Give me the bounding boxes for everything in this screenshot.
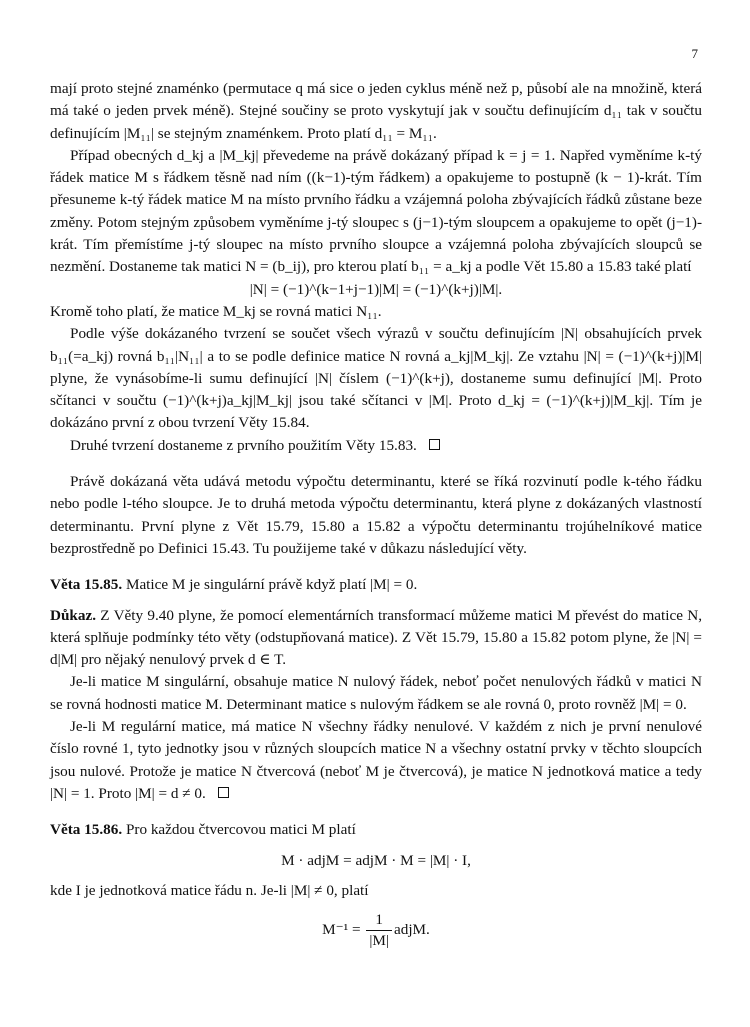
paragraph-with-qed <box>50 435 702 457</box>
paragraph: Podle výše dokázaného tvrzení se součet všech výrazů v součtu definujícím |N| obsahujících prvek b₁₁(=a_kj) rovná b₁₁|N₁₁| a to se podle definice matice N rovná a_kj|M_kj|. Ze vztahu |N| = (−1)^(k+j)|M| plyne, že vynásobíme-li sumu definující |N| číslem (−1)^(k+j), dostaneme sumu definující |M|. Proto sčítanci v součtu (−1)^(k+j)a_kj|M_kj| jsou také sčítanci v |M|. Proto d_kj = (−1)^(k+j)|M_kj|. Tím je dokázáno první z obou tvrzení Věty 15.84. <box>50 325 702 432</box>
equation-lhs: M⁻¹ = <box>322 921 361 939</box>
fraction <box>366 910 392 951</box>
paragraph-text: Je-li M regulární matice, má matice N všechny řádky nenulové. V každém z nich je první nenulové číslo rovné 1, tyto jednotky jsou v různých sloupcích matice N a všechny ostatní prvky v těchto sloupcích jsou nulové. Protože je matice N čtvercová (neboť M je čtvercová), je matice N jednotková matice a tedy |N| = 1. Proto |M| = d ≠ 0. <box>50 718 702 802</box>
theorem-label: Věta 15.86. <box>50 821 123 839</box>
theorem-label: Věta 15.85. <box>50 576 123 594</box>
theorem-15-86 <box>50 819 702 841</box>
paragraph-text: Druhé tvrzení dostaneme z prvního použitím Věty 15.83. <box>70 436 417 454</box>
paragraph: Je-li matice M singulární, obsahuje matice N nulový řádek, neboť počet nenulových řádků v matici N se rovná hodnosti matice M. Determinant matice s nulovým řádkem se ale rovná 0, proto rovněž |M| = 0. <box>50 673 702 713</box>
equation-inverse <box>50 910 702 951</box>
equation-rhs: adjM. <box>393 921 430 939</box>
theorem-text: Pro každou čtvercovou matici M platí <box>125 821 356 839</box>
paragraph: Kromě toho platí, že matice M_kj se rovná matici N₁₁. <box>50 302 382 320</box>
qed-box-icon <box>429 439 440 450</box>
proof-text: Z Věty 9.40 plyne, že pomocí elementárních transformací můžeme matici M převést do matice N, která splňuje podmínky této věty (odstupňovaná matice). Z Vět 15.79, 15.80 a 15.82 potom plyne, že |N| = d|M| pro nějaký nenulový prvek d ∈ T. <box>50 606 702 669</box>
fraction-numerator: 1 <box>366 910 392 931</box>
page-body <box>50 78 702 951</box>
paragraph-with-qed <box>50 716 702 805</box>
paragraph: mají proto stejné znaménko (permutace q má sice o jeden cyklus méně než p, působí ale na množině, která má také o jeden prvek méně). Stejné součiny se proto vyskytují jak v součtu definujícím d₁₁ tak v součtu definujícím |M₁₁| se stejným znaménkem. Proto platí d₁₁ = M₁₁. <box>50 80 702 142</box>
qed-box-icon <box>218 787 229 798</box>
fraction-denominator: |M| <box>369 932 389 950</box>
theorem-15-85 <box>50 574 702 596</box>
proof <box>50 605 702 672</box>
equation: M · adjM = adjM · M = |M| · I, <box>281 851 471 869</box>
proof-label: Důkaz. <box>50 606 96 624</box>
paragraph: Právě dokázaná věta udává metodu výpočtu determinantu, které se říká rozvinutí podle k-tého řádku nebo podle l-tého sloupce. Je to druhá metoda výpočtu determinantu, která plyne z dokázaných vlastností determinantu. První plyne z Vět 15.79, 15.80 a 15.82 a výpočtu determinantu trojúhelníkové matice bezprostředně po Definici 15.43. Tu použijeme také v důkazu následující věty. <box>50 473 702 557</box>
page-number: 7 <box>691 46 698 61</box>
paragraph: kde I je jednotková matice řádu n. Je-li |M| ≠ 0, platí <box>50 881 369 899</box>
equation: |N| = (−1)^(k−1+j−1)|M| = (−1)^(k+j)|M|. <box>249 280 503 298</box>
paragraph: Případ obecných d_kj a |M_kj| převedeme na právě dokázaný případ k = j = 1. Napřed vyměníme k-tý řádek matice M s řádkem těsně nad ním ((k−1)-tým řádkem) a opakujeme to postupně (k − 1)-krát. Tím přesuneme k-tý řádek matice M na místo prvního řádku a vzájemná poloha zbývajících řádků zůstane beze změny. Potom stejným způsobem vyměníme j-tý sloupec s (j−1)-tým sloupcem a opakujeme to opět (j−1)-krát. Tím přemístíme j-tý sloupec na místo prvního sloupce a vzájemná poloha zbývajících sloupců se nezmění. Dostaneme tak matici N = (b_ij), pro kterou platí b₁₁ = a_kj a podle Vět 15.80 a 15.83 také platí <box>50 146 702 276</box>
theorem-text: Matice M je singulární právě když platí |M| = 0. <box>125 576 418 594</box>
